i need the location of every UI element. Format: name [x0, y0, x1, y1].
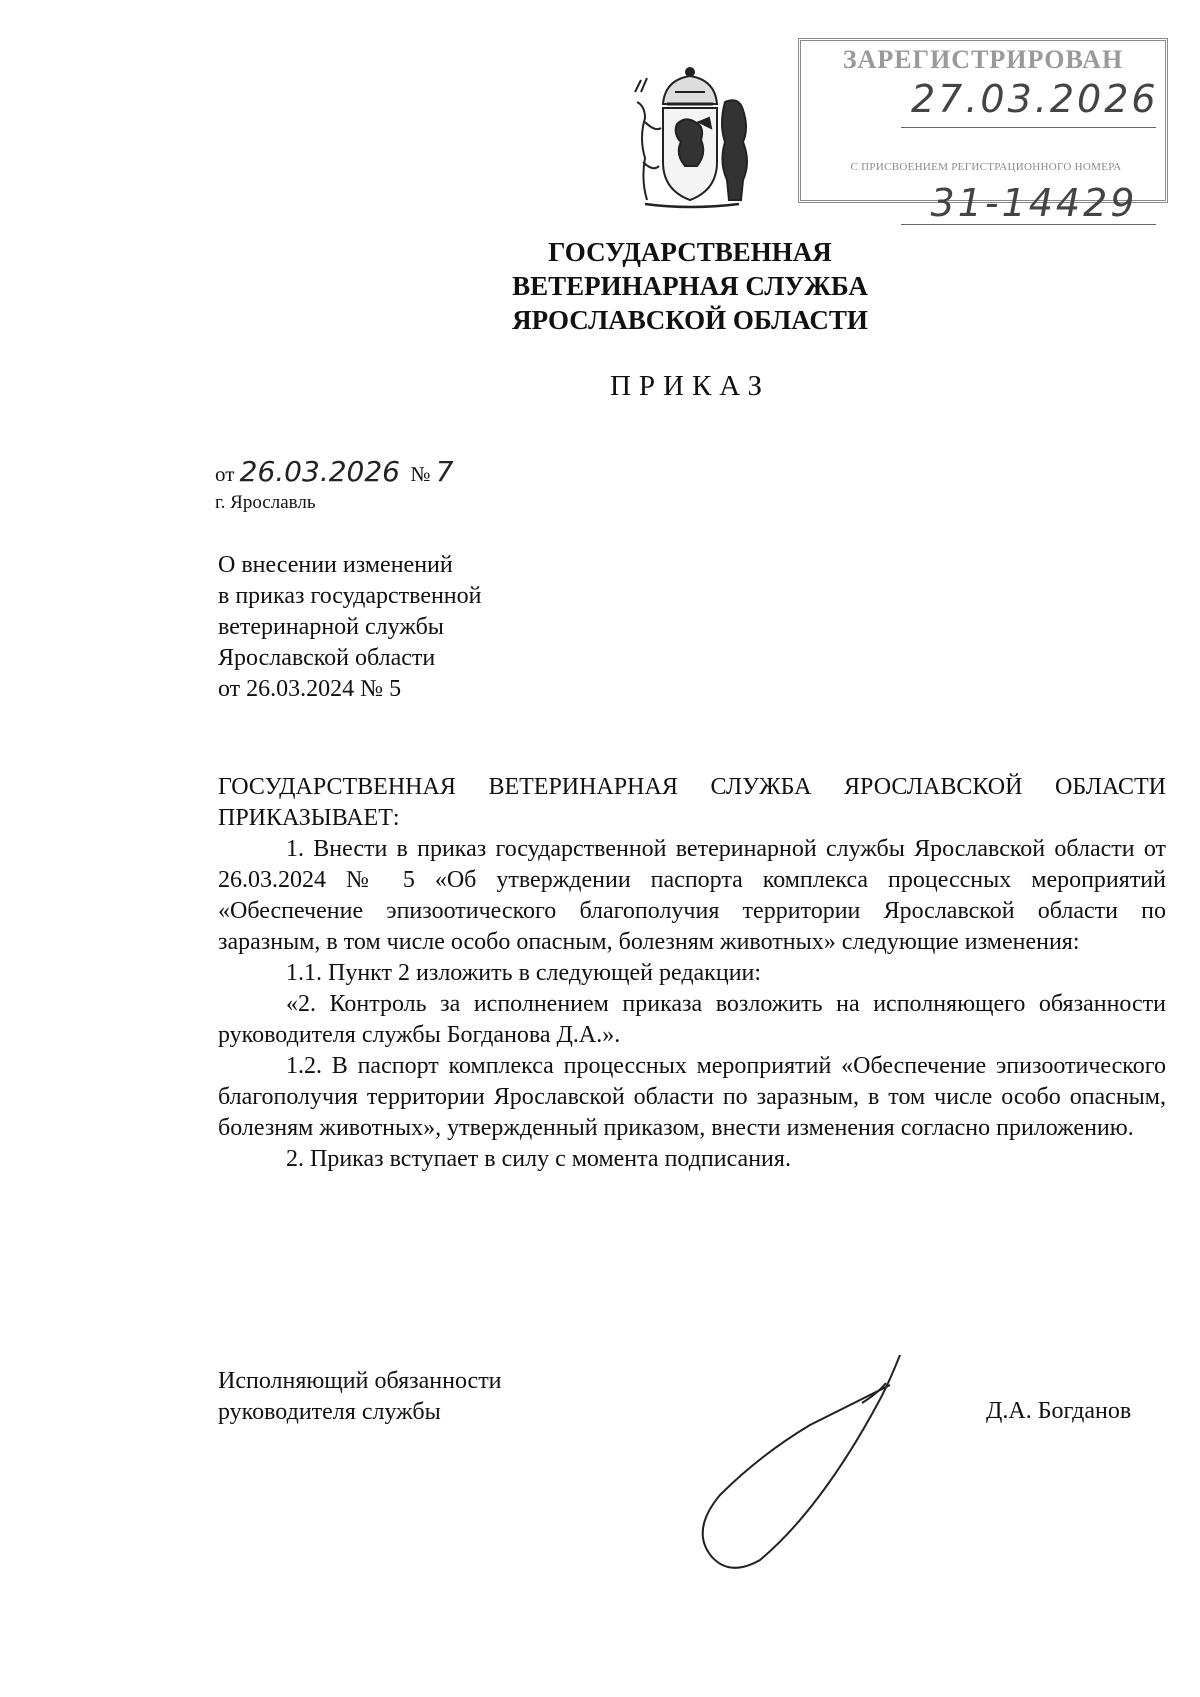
position-line: Исполняющий обязанности: [218, 1368, 502, 1394]
stamp-title: ЗАРЕГИСТРИРОВАН: [842, 45, 1124, 74]
org-line: ВЕТЕРИНАРНАЯ СЛУЖБА: [512, 271, 868, 301]
organization-heading: [300, 235, 1080, 337]
stamp-date: 27.03.2026: [911, 77, 1159, 121]
stamp-number: 31-14429: [930, 181, 1138, 225]
date-number-line: [215, 455, 454, 488]
signatory-position: [218, 1366, 502, 1428]
date-prefix: от: [215, 462, 235, 486]
org-line: ЯРОСЛАВСКОЙ ОБЛАСТИ: [512, 305, 868, 335]
stamp-divider: [901, 224, 1156, 225]
coat-of-arms-icon: [615, 62, 765, 212]
stamp-divider: [901, 127, 1156, 128]
org-line: ГОСУДАРСТВЕННАЯ: [548, 237, 832, 267]
subject-line: Ярославской области: [218, 645, 436, 671]
paragraph-1-1: 1.1. Пункт 2 изложить в следующей редакции:: [286, 960, 762, 986]
subject-line: О внесении изменений: [218, 552, 453, 578]
document-date: 26.03.2026: [239, 455, 400, 488]
position-line: руководителя службы: [218, 1399, 441, 1425]
paragraph-1-2: 1.2. В паспорт комплекса процессных мероприятий «Обеспечение эпизоотического благополучия территории Ярославской области по заразным, в том числе особо опасным, болезням животных», утвержденный приказом, внести изменения согласно приложению.: [218, 1053, 1166, 1141]
paragraph-1-1-quote: «2. Контроль за исполнением приказа возложить на исполняющего обязанности руководителя службы Богданова Д.А.».: [218, 991, 1166, 1048]
handwritten-signature: [650, 1345, 930, 1575]
document-type: ПРИКАЗ: [609, 370, 771, 402]
signatory-name: Д.А. Богданов: [986, 1398, 1132, 1424]
city: г. Ярославль: [215, 492, 316, 513]
registration-stamp: [798, 38, 1168, 225]
subject-line: от 26.03.2024 № 5: [218, 676, 402, 702]
document-subject: [218, 550, 482, 705]
document-number: 7: [435, 455, 454, 488]
subject-line: в приказ государственной: [218, 583, 482, 609]
preamble: ГОСУДАРСТВЕННАЯ ВЕТЕРИНАРНАЯ СЛУЖБА ЯРОСЛАВСКОЙ ОБЛАСТИ ПРИКАЗЫВАЕТ:: [218, 774, 1166, 831]
stamp-subtitle: С ПРИСВОЕНИЕМ РЕГИСТРАЦИОННОГО НОМЕРА: [850, 161, 1122, 173]
document-body: [218, 772, 1166, 1175]
number-prefix: №: [410, 462, 431, 486]
subject-line: ветеринарной службы: [218, 614, 444, 640]
paragraph-1: 1. Внести в приказ государственной ветеринарной службы Ярославской области от 26.03.2024 № 5 «Об утверждении паспорта комплекса процессных мероприятий «Обеспечение эпизоотического благополучия территории Ярославской области по заразным, в том числе особо опасным, болезням животных» следующие изменения:: [218, 836, 1166, 955]
paragraph-2: 2. Приказ вступает в силу с момента подписания.: [286, 1146, 791, 1172]
